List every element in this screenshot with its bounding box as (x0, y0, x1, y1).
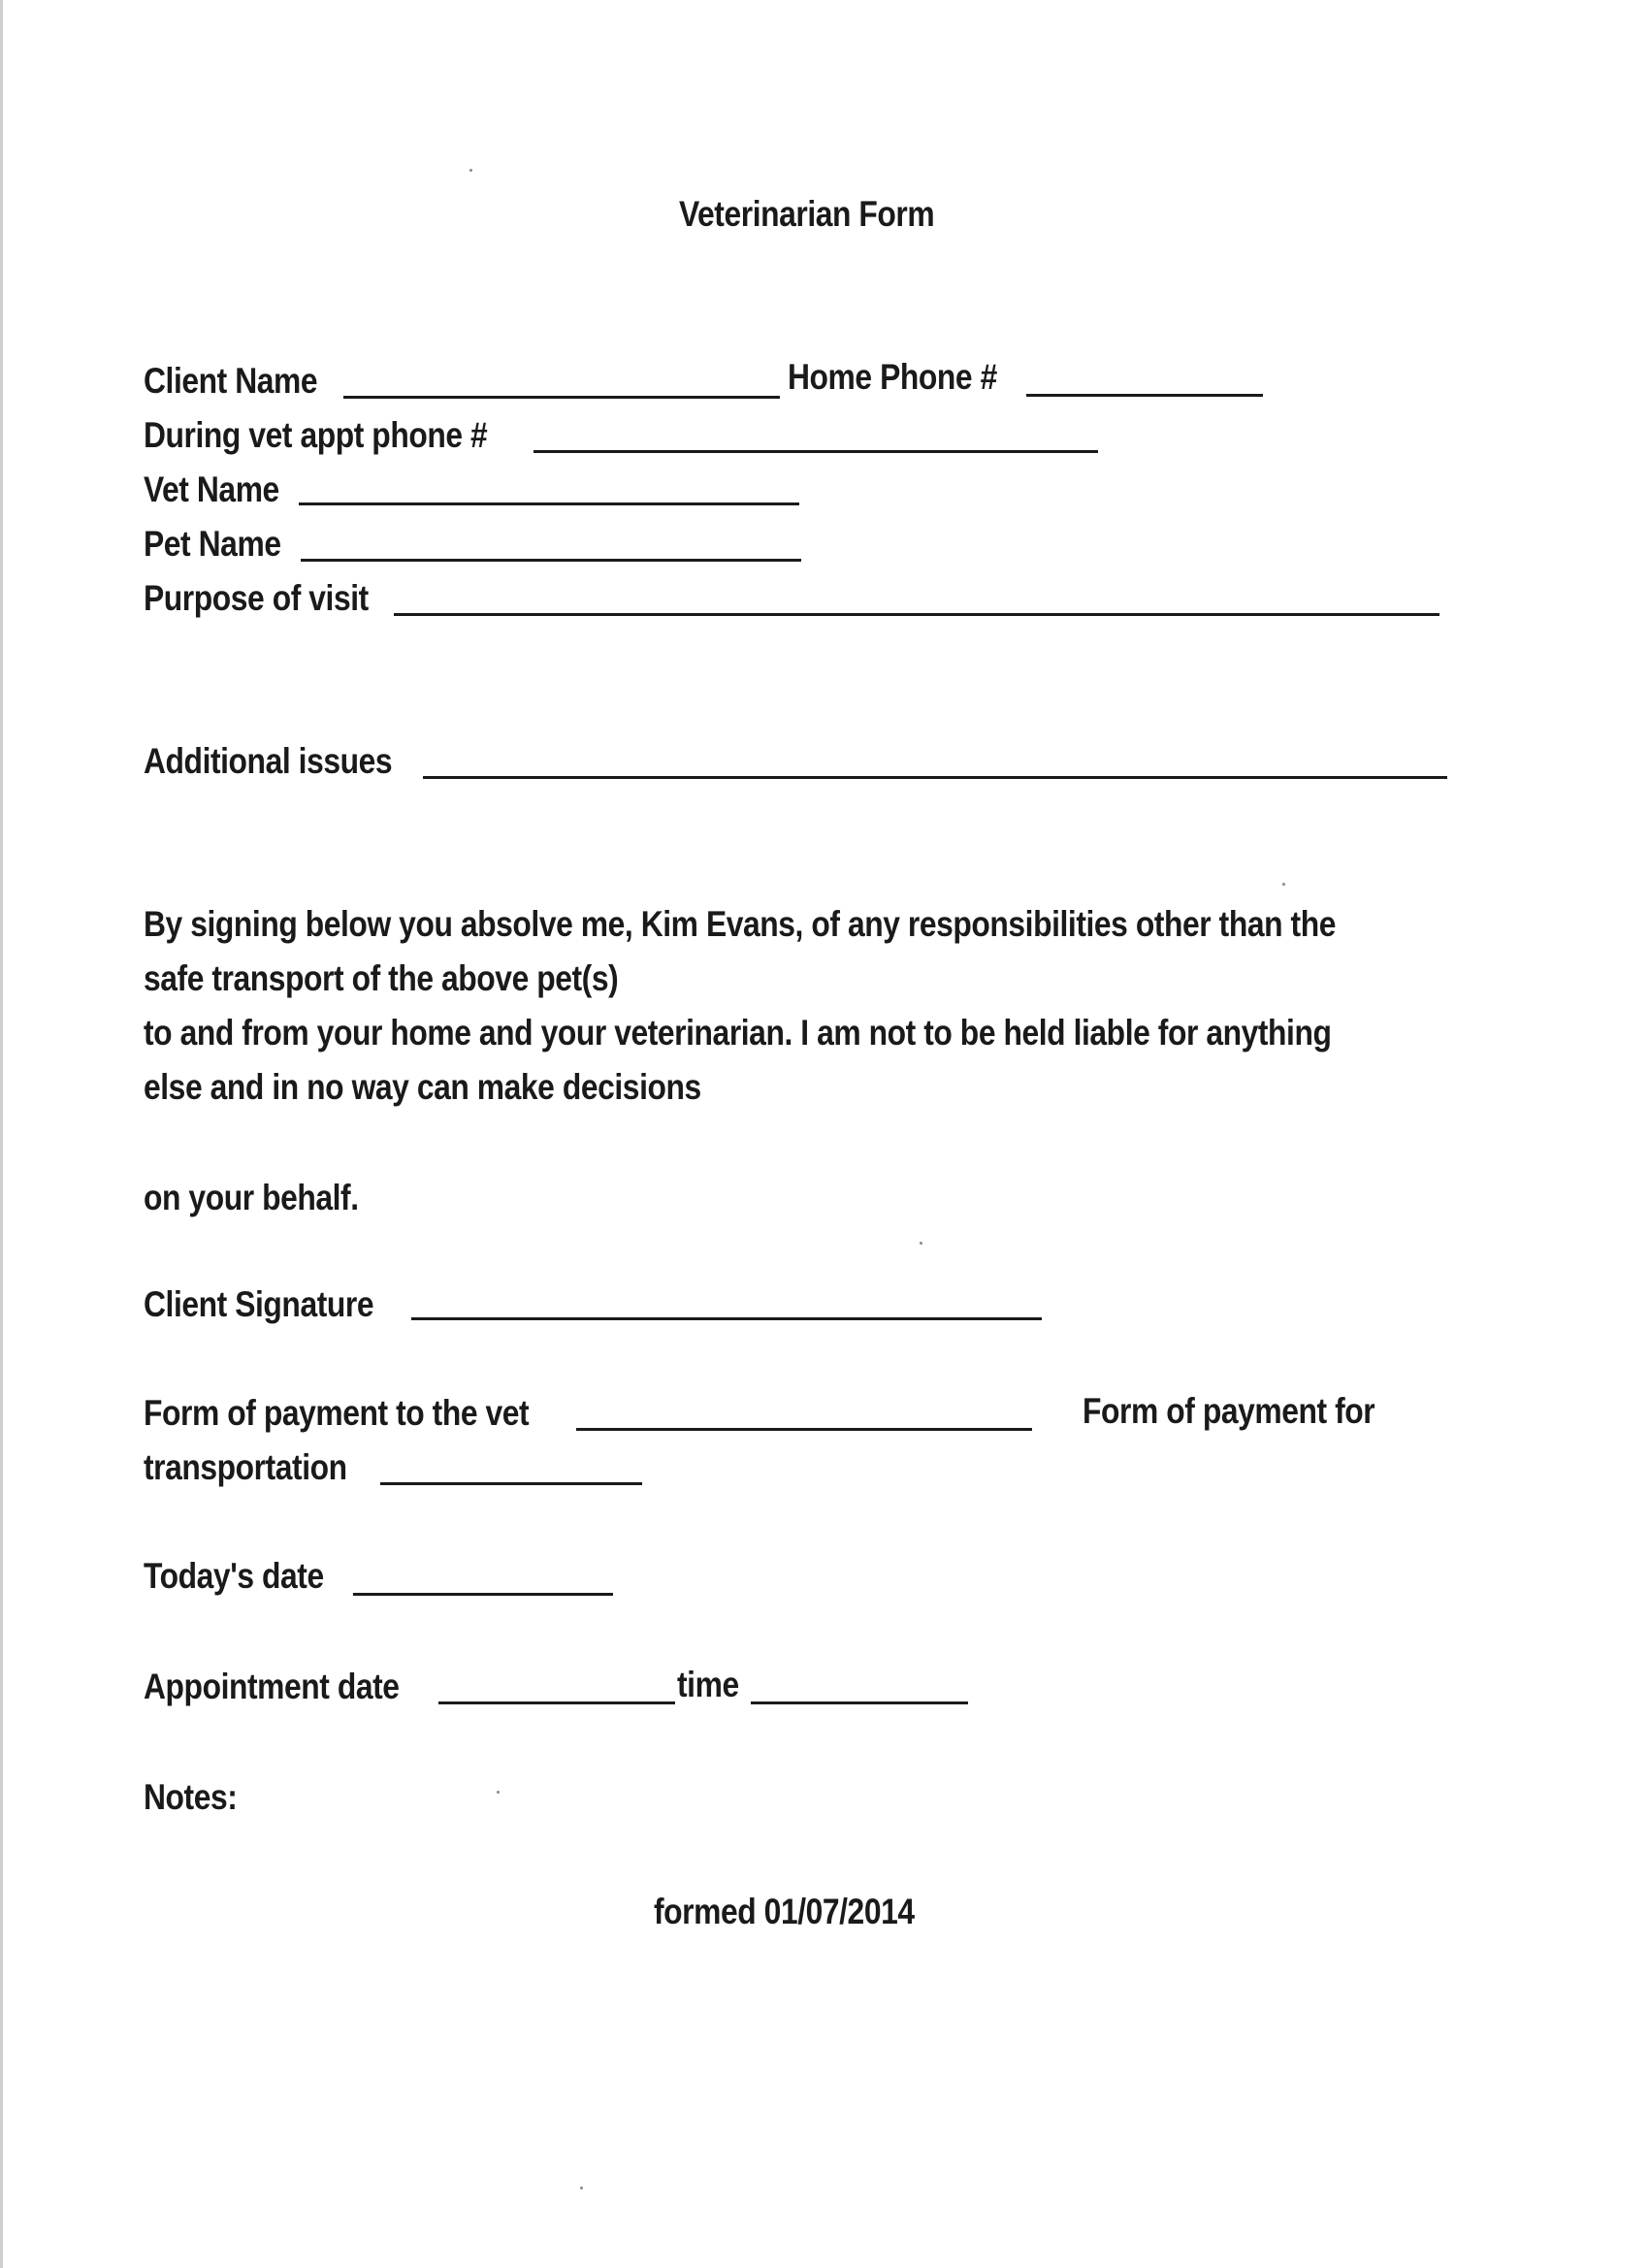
todays-date-label: Today's date (144, 1556, 324, 1596)
disclaimer-line: on your behalf. (144, 1178, 359, 1217)
scan-edge (0, 0, 3, 2268)
appointment-date-field[interactable] (438, 1701, 675, 1704)
form-title: Veterinarian Form (679, 194, 935, 234)
appointment-time-field[interactable] (751, 1701, 968, 1704)
client-name-label: Client Name (144, 361, 318, 401)
payment-transport-field[interactable] (380, 1482, 642, 1485)
vet-name-label: Vet Name (144, 470, 279, 509)
additional-issues-label: Additional issues (144, 741, 393, 781)
disclaimer-line: else and in no way can make decisions (144, 1067, 701, 1107)
notes-label: Notes: (144, 1777, 238, 1817)
appt-phone-field[interactable] (534, 450, 1098, 453)
home-phone-field[interactable] (1026, 394, 1263, 397)
payment-transport-label: Form of payment for (1083, 1391, 1375, 1431)
payment-vet-field[interactable] (576, 1428, 1032, 1431)
payment-transport-label-cont: transportation (144, 1447, 347, 1487)
client-name-field[interactable] (343, 396, 780, 399)
scan-speck (580, 2187, 583, 2189)
purpose-label: Purpose of visit (144, 578, 369, 618)
purpose-field[interactable] (394, 613, 1439, 616)
form-date-footer: formed 01/07/2014 (654, 1892, 915, 1931)
disclaimer-line: to and from your home and your veterinarian. I am not to be held liable for anything (144, 1013, 1332, 1053)
scan-speck (497, 1791, 500, 1794)
disclaimer-line: By signing below you absolve me, Kim Evans, of any responsibilities other than the (144, 904, 1336, 944)
disclaimer-line: safe transport of the above pet(s) (144, 958, 619, 998)
vet-name-field[interactable] (299, 502, 799, 505)
signature-label: Client Signature (144, 1284, 374, 1324)
scan-speck (1282, 883, 1285, 886)
todays-date-field[interactable] (353, 1593, 613, 1596)
payment-vet-label: Form of payment to the vet (144, 1393, 530, 1433)
home-phone-label: Home Phone # (788, 357, 997, 397)
appt-phone-label: During vet appt phone # (144, 415, 488, 455)
appointment-time-label: time (677, 1665, 739, 1704)
appointment-date-label: Appointment date (144, 1667, 400, 1706)
additional-issues-field[interactable] (423, 776, 1447, 779)
signature-field[interactable] (411, 1317, 1042, 1320)
pet-name-label: Pet Name (144, 524, 281, 564)
scan-speck (469, 169, 472, 172)
scan-speck (920, 1242, 922, 1245)
pet-name-field[interactable] (301, 559, 801, 562)
